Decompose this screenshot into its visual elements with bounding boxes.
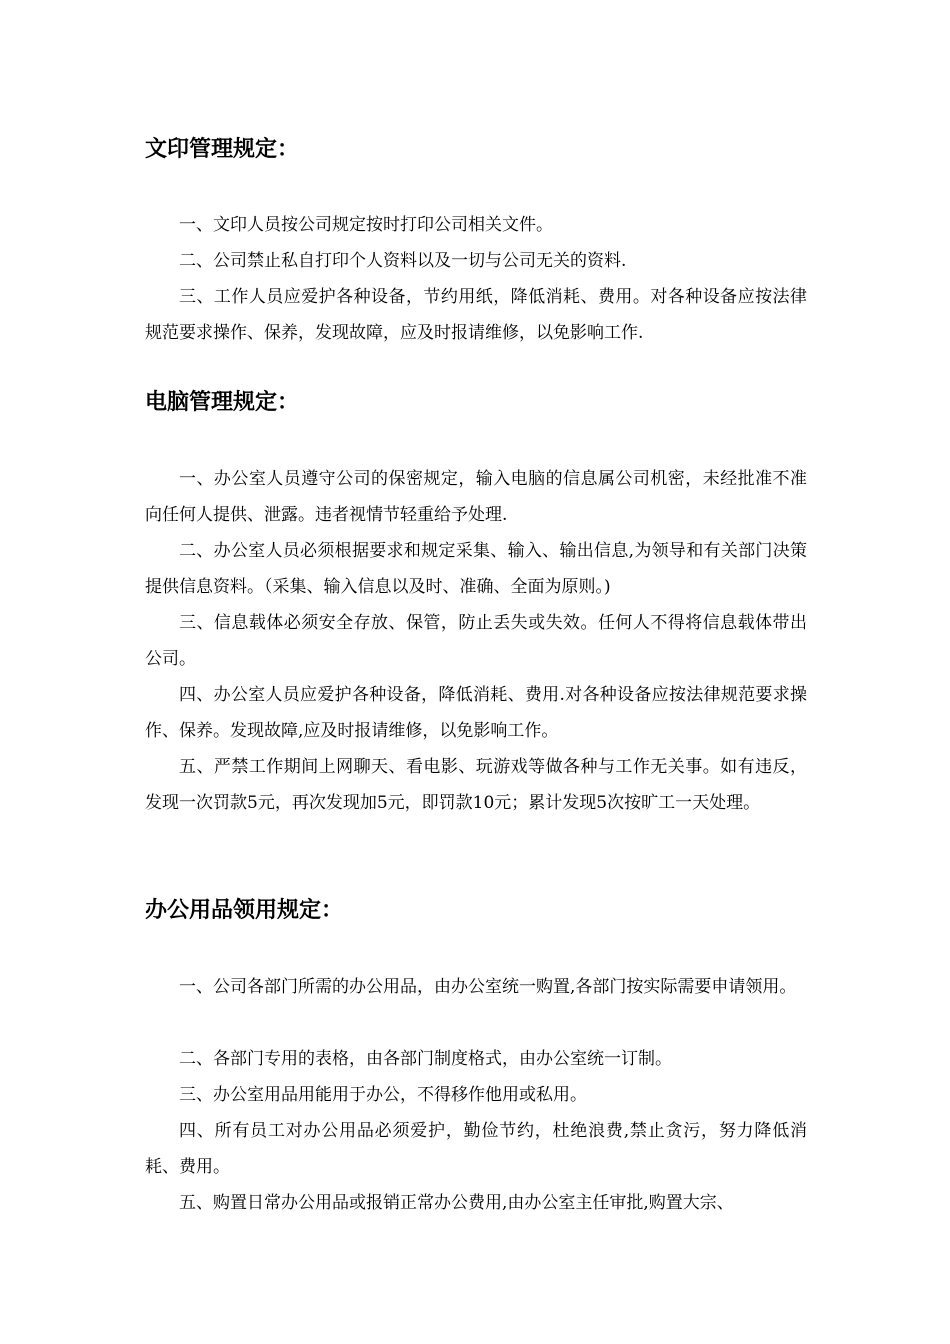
section-title-computer: 电脑管理规定：	[145, 390, 300, 415]
paragraph-supplies-2: 二、各部门专用的表格，由各部门制度格式，由办公室统一订制。	[179, 1049, 672, 1069]
paragraph-computer-1: 一、办公室人员遵守公司的保密规定，输入电脑的信息属公司机密，未经批准不准向任何人提供、泄露。违者视情节轻重给予处理.	[145, 469, 807, 525]
paragraph-printing-1: 一、文印人员按公司规定按时打印公司相关文件。	[179, 215, 553, 235]
section-title-printing: 文印管理规定：	[145, 137, 300, 162]
paragraph-computer-4: 四、办公室人员应爱护各种设备，降低消耗、费用.对各种设备应按法律规范要求操作、保养。发现故障,应及时报请维修，以免影响工作。	[145, 685, 807, 741]
paragraph-computer-3: 三、信息载体必须安全存放、保管，防止丢失或失效。任何人不得将信息载体带出公司。	[145, 613, 807, 669]
paragraph-computer-2: 二、办公室人员必须根据要求和规定采集、输入、输出信息,为领导和有关部门决策提供信息资料。（采集、输入信息以及时、准确、全面为原则。)	[145, 541, 807, 597]
section-title-office-supplies: 办公用品领用规定：	[145, 898, 344, 923]
paragraph-supplies-3: 三、办公室用品用能用于办公，不得移作他用或私用。	[179, 1085, 587, 1105]
paragraph-supplies-5: 五、购置日常办公用品或报销正常办公费用,由办公室主任审批,购置大宗、	[179, 1193, 734, 1213]
paragraph-printing-3: 三、工作人员应爱护各种设备，节约用纸，降低消耗、费用。对各种设备应按法律规范要求操作、保养，发现故障，应及时报请维修，以免影响工作.	[145, 287, 807, 343]
paragraph-supplies-4: 四、所有员工对办公用品必须爱护，勤俭节约，杜绝浪费,禁止贪污，努力降低消耗、费用。	[145, 1121, 807, 1177]
paragraph-supplies-1: 一、公司各部门所需的办公用品，由办公室统一购置,各部门按实际需要申请领用。	[179, 977, 797, 997]
paragraph-computer-5: 五、严禁工作期间上网聊天、看电影、玩游戏等做各种与工作无关事。如有违反，发现一次罚款5元，再次发现加5元，即罚款10元；累计发现5次按旷工一天处理。	[145, 757, 807, 813]
paragraph-printing-2: 二、公司禁止私自打印个人资料以及一切与公司无关的资料.	[179, 251, 627, 271]
